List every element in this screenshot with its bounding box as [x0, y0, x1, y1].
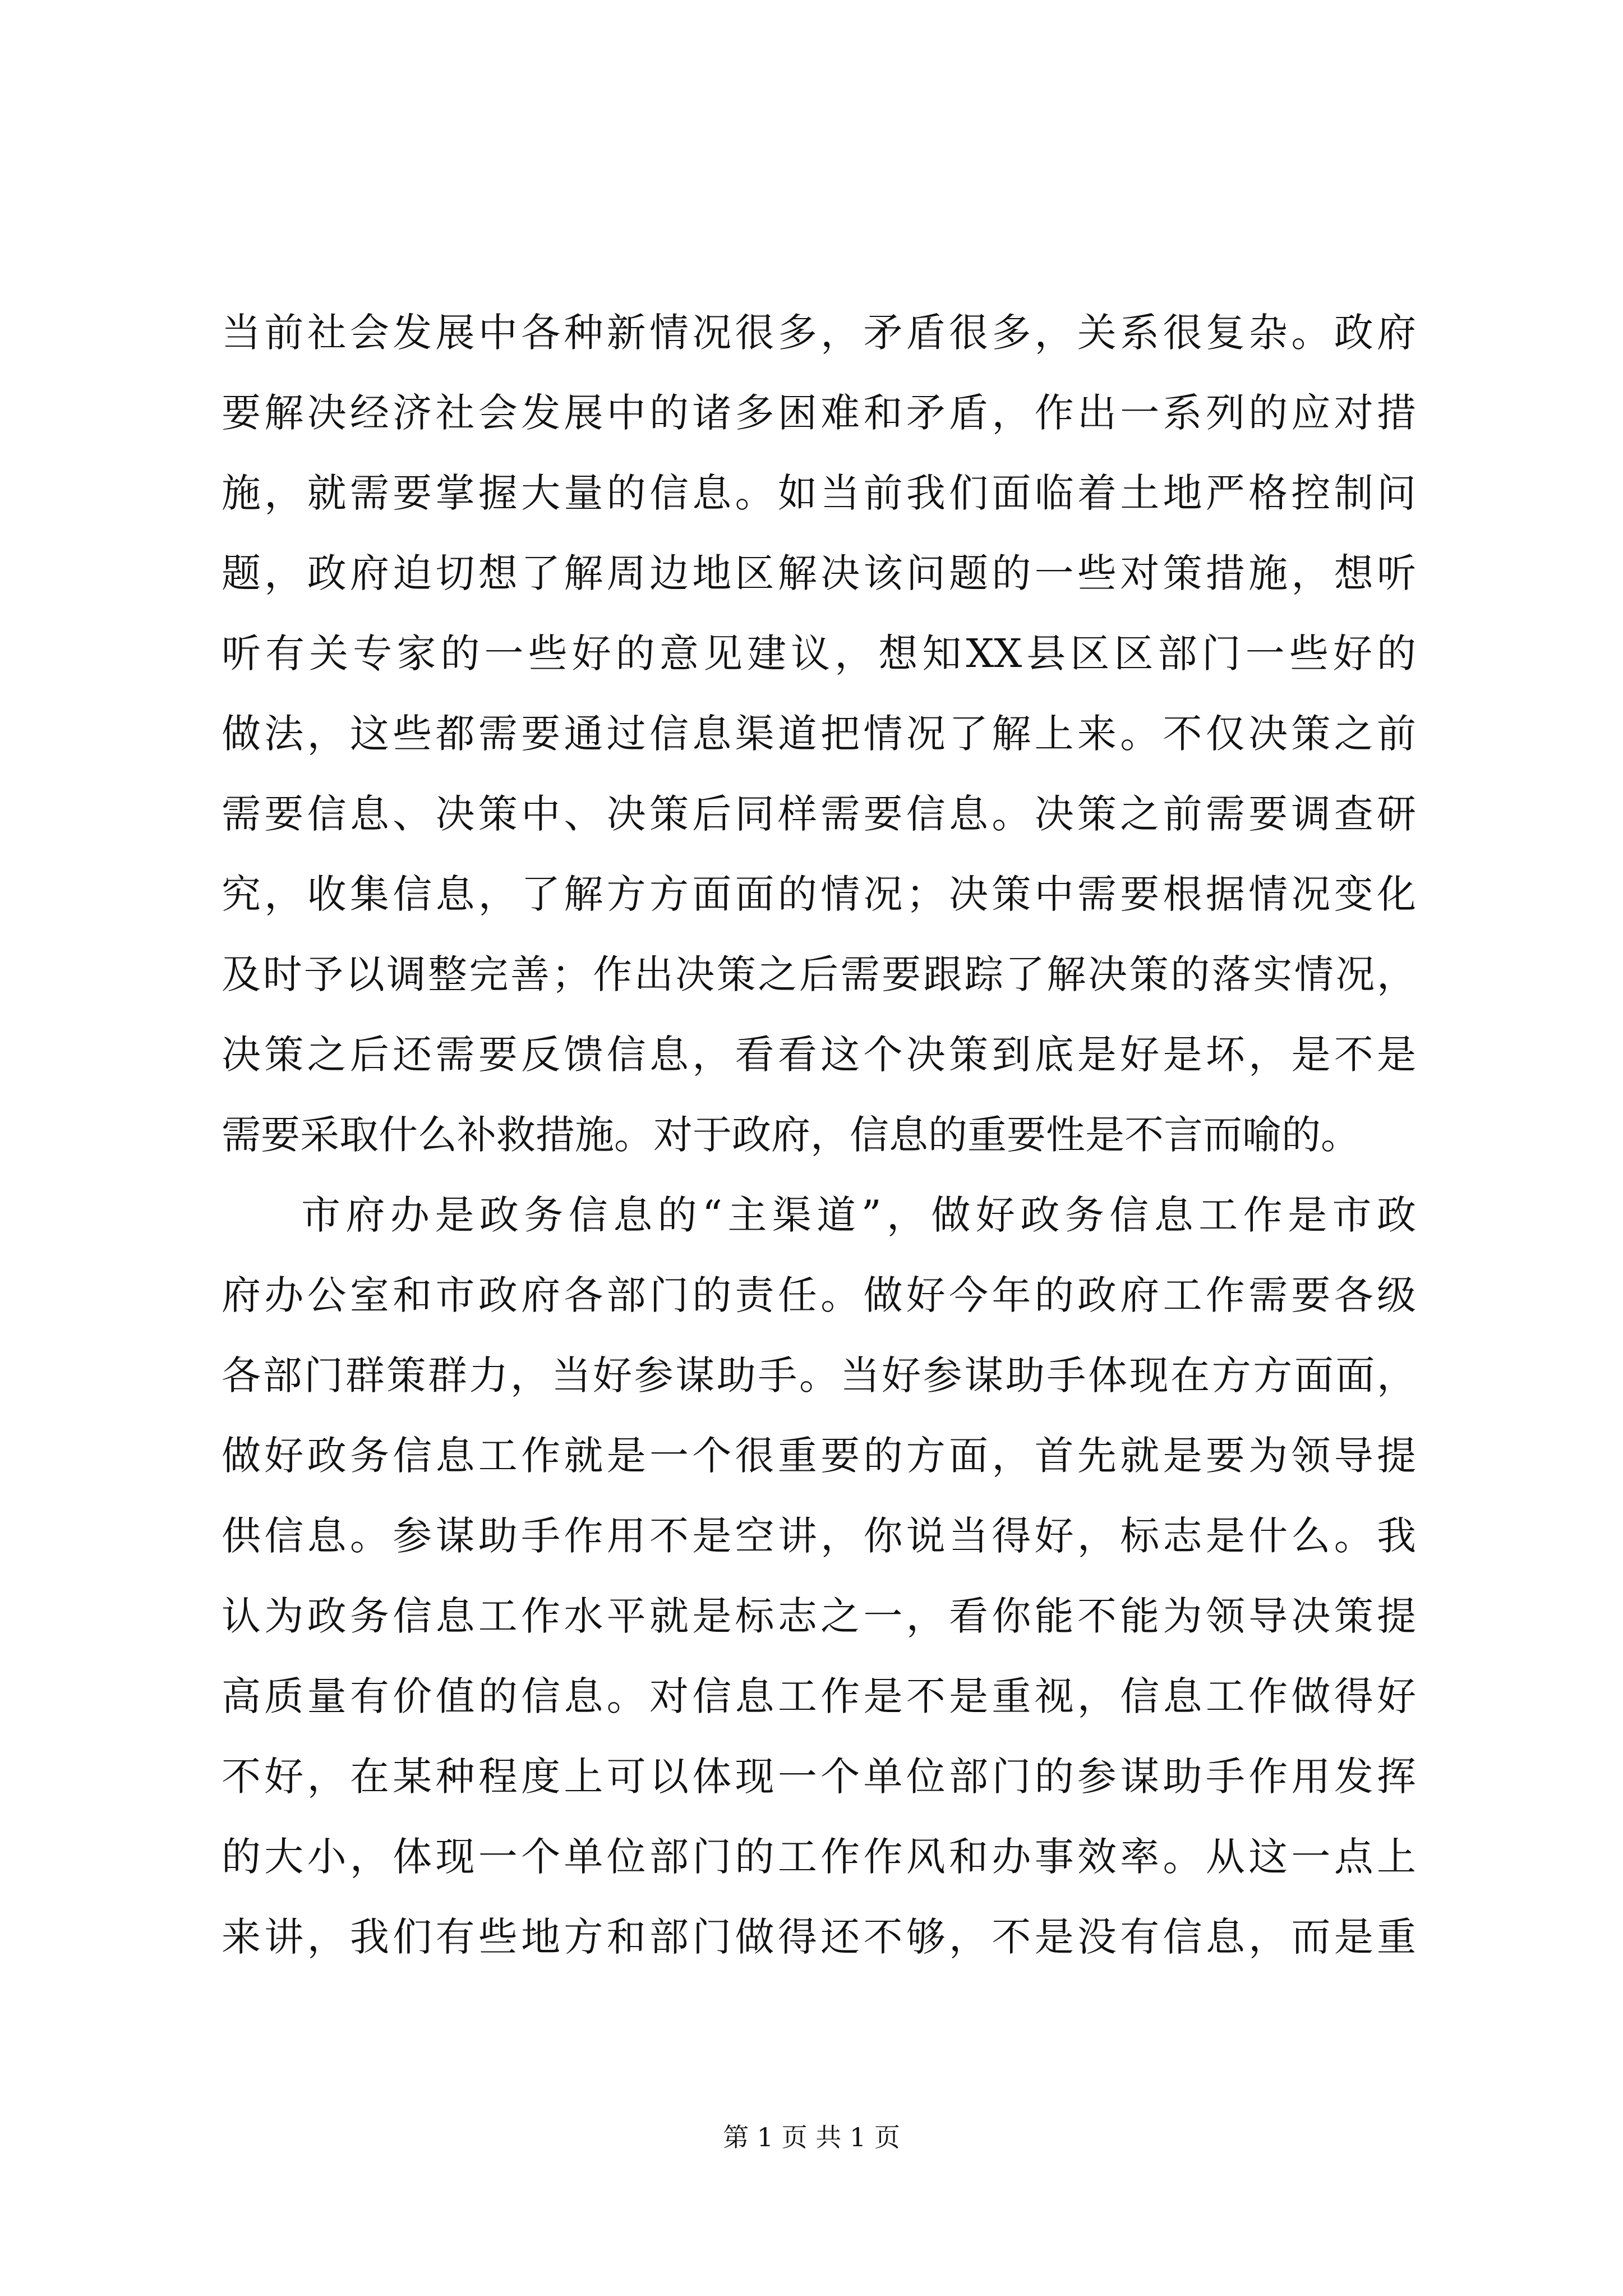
document-body: [222, 293, 1416, 1977]
text-line: 题，政府迫切想了解周边地区解决该问题的一些对策措施，想听: [222, 550, 1416, 596]
page-footer: 第 1 页 共 1 页: [723, 2122, 900, 2152]
text-line: 不好，在某种程度上可以体现一个单位部门的参谋助手作用发挥: [222, 1754, 1416, 1800]
text-line: 来讲，我们有些地方和部门做得还不够，不是没有信息，而是重: [222, 1914, 1416, 1960]
text-line: 做好政务信息工作就是一个很重要的方面，首先就是要为领导提: [222, 1433, 1416, 1479]
text-line: 决策之后还需要反馈信息，看看这个决策到底是好是坏，是不是: [222, 1032, 1416, 1078]
text-line: 的大小，体现一个单位部门的工作作风和办事效率。从这一点上: [222, 1834, 1416, 1880]
text-line: 当前社会发展中各种新情况很多，矛盾很多，关系很复杂。政府: [222, 310, 1416, 356]
text-line: 府办公室和市政府各部门的责任。做好今年的政府工作需要各级: [222, 1272, 1416, 1318]
text-line: 认为政务信息工作水平就是标志之一，看你能不能为领导决策提: [222, 1593, 1416, 1639]
paragraph-2: [222, 1175, 1416, 1977]
paragraph-1: [222, 293, 1416, 1175]
text-line: 做法，这些都需要通过信息渠道把情况了解上来。不仅决策之前: [222, 711, 1416, 757]
text-line: 听有关专家的一些好的意见建议，想知XX县区区部门一些好的: [222, 631, 1416, 677]
text-line: 各部门群策群力，当好参谋助手。当好参谋助手体现在方方面面，: [222, 1352, 1416, 1398]
text-line: 及时予以调整完善；作出决策之后需要跟踪了解决策的落实情况，: [222, 951, 1416, 997]
text-line: 供信息。参谋助手作用不是空讲，你说当得好，标志是什么。我: [222, 1513, 1416, 1559]
text-line: 市府办是政务信息的“主渠道”，做好政务信息工作是市政: [301, 1192, 1416, 1238]
text-line: 需要信息、决策中、决策后同样需要信息。决策之前需要调查研: [222, 791, 1416, 837]
text-line: 要解决经济社会发展中的诸多困难和矛盾，作出一系列的应对措: [222, 390, 1416, 436]
text-line: 需要采取什么补救措施。对于政府，信息的重要性是不言而喻的。: [222, 1112, 1360, 1158]
text-line: 高质量有价值的信息。对信息工作是不是重视，信息工作做得好: [222, 1673, 1416, 1719]
text-line: 施，就需要掌握大量的信息。如当前我们面临着土地严格控制问: [222, 470, 1416, 516]
text-line: 究，收集信息，了解方方面面的情况；决策中需要根据情况变化: [222, 871, 1416, 917]
